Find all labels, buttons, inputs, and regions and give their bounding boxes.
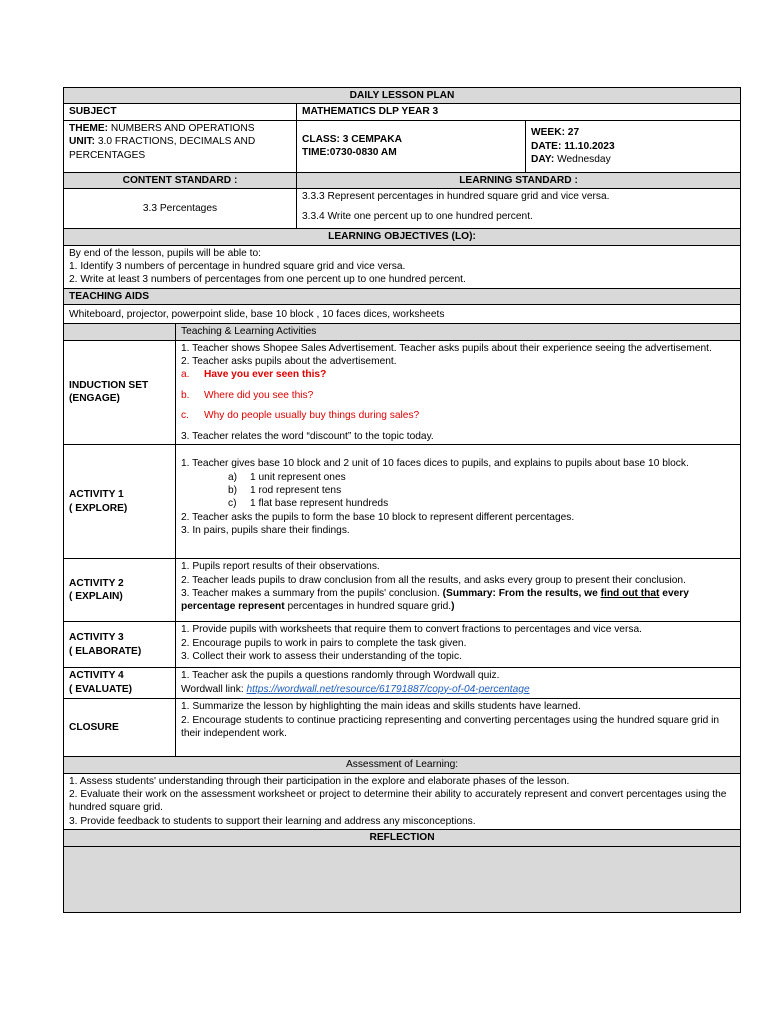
- reflection-area[interactable]: [64, 846, 741, 912]
- activity1-line: 1. Teacher gives base 10 block and 2 unit of 10 faces dices to pupils, and explains to pupils about base 10 block.: [181, 458, 689, 470]
- tla-header: Teaching & Learning Activities: [176, 324, 741, 340]
- closure-line: 2. Encourage students to continue practicing representing and converting percentages using the hundred square grid in their independent work.: [181, 714, 720, 739]
- induction-label-cell: [64, 340, 176, 444]
- week-date-cell: [526, 120, 741, 172]
- class-label: CLASS: 3 CEMPAKA: [302, 133, 402, 145]
- date-label: DATE: 11.10.2023: [531, 140, 615, 152]
- learning-standard-item: 3.3.3 Represent percentages in hundred square grid and vice versa.: [302, 191, 610, 203]
- reflection-header: REFLECTION: [64, 830, 741, 846]
- induction-line: 1. Teacher shows Shopee Sales Advertisement. Teacher asks pupils about their experience seeing the advertisement.: [181, 342, 712, 354]
- activity1-item: c) 1 flat base represent hundreds: [228, 498, 389, 510]
- content-standard-value: 3.3 Percentages: [64, 189, 297, 229]
- lo-line: 2. Write at least 3 numbers of percentages from one percent up to one hundred percent.: [69, 274, 466, 286]
- activity1-sublabel: ( EXPLORE): [69, 502, 128, 514]
- activity3-line: 2. Encourage pupils to work in pairs to complete the task given.: [181, 637, 467, 649]
- content-standard-header: CONTENT STANDARD :: [64, 172, 297, 188]
- activity3-label: ACTIVITY 3: [69, 632, 124, 644]
- closure-line: 1. Summarize the lesson by highlighting the main ideas and skills students have learned.: [181, 701, 581, 713]
- class-time-cell: [297, 120, 526, 172]
- theme-value: NUMBERS AND OPERATIONS: [110, 122, 255, 134]
- activity2-label: ACTIVITY 2: [69, 577, 124, 589]
- learning-standard-item: 3.3.4 Write one percent up to one hundred percent.: [302, 210, 533, 222]
- assessment-line: 2. Evaluate their work on the assessment worksheet or project to determine their ability to accurately represent and convert percentages using the hundred square grid.: [69, 788, 727, 814]
- week-label: WEEK: 27: [531, 127, 580, 139]
- closure-content: [176, 699, 741, 757]
- activity1-item: a) 1 unit represent ones: [228, 471, 346, 483]
- activity4-sublabel: ( EVALUATE): [69, 683, 133, 695]
- activity1-label: ACTIVITY 1: [69, 489, 124, 501]
- subject-value: MATHEMATICS DLP YEAR 3: [297, 104, 741, 120]
- induction-content: [176, 340, 741, 444]
- learning-standard-header: LEARNING STANDARD :: [297, 172, 741, 188]
- time-label: TIME:0730-0830 AM: [302, 147, 397, 159]
- wordwall-link[interactable]: https://wordwall.net/resource/61791887/copy-of-04-percentage: [246, 683, 530, 695]
- activity3-line: 3. Collect their work to assess their understanding of the topic.: [181, 650, 462, 662]
- assessment-line: 3. Provide feedback to students to support their learning and address any misconceptions.: [69, 815, 476, 827]
- activity4-label-cell: [64, 668, 176, 699]
- activity2-label-cell: [64, 559, 176, 622]
- theme-unit-cell: [64, 120, 297, 172]
- unit-value: 3.0 FRACTIONS, DECIMALS AND PERCENTAGES: [69, 136, 256, 161]
- lesson-plan-title: DAILY LESSON PLAN: [64, 88, 741, 104]
- activity3-content: [176, 622, 741, 668]
- assessment-content: [64, 773, 741, 830]
- tla-blank-cell: [64, 324, 176, 340]
- activity4-link-line: Wordwall link: https://wordwall.net/resource/61791887/copy-of-04-percentage: [181, 683, 530, 695]
- activity3-line: 1. Provide pupils with worksheets that require them to convert fractions to percentages and vice versa.: [181, 624, 642, 636]
- activity4-label: ACTIVITY 4: [69, 670, 124, 682]
- activity2-sublabel: ( EXPLAIN): [69, 591, 123, 603]
- activity2-content: [176, 559, 741, 622]
- closure-label: CLOSURE: [64, 699, 176, 757]
- activity4-line: 1. Teacher ask the pupils a questions randomly through Wordwall quiz.: [181, 670, 500, 682]
- unit-label: UNIT:: [69, 136, 96, 148]
- activity2-summary: 3. Teacher makes a summary from the pupils' conclusion. (Summary: From the results, we find out that every percentage represent percentages in hundred square grid.): [181, 587, 689, 613]
- assessment-header: Assessment of Learning:: [64, 757, 741, 773]
- theme-label: THEME:: [69, 122, 109, 134]
- day-label: DAY:: [531, 154, 555, 166]
- activity1-line: 2. Teacher asks the pupils to form the base 10 block to represent different percentages.: [181, 511, 575, 523]
- induction-sublabel: (ENGAGE): [69, 393, 120, 405]
- induction-label: INDUCTION SET: [69, 379, 149, 391]
- assessment-line: 1. Assess students' understanding through their participation in the explore and elaborate phases of the lesson.: [69, 775, 570, 787]
- activity1-item: b) 1 rod represent tens: [228, 484, 342, 496]
- activity4-content: [176, 668, 741, 699]
- activity1-line: 3. In pairs, pupils share their findings.: [181, 525, 350, 537]
- teaching-aids-value: Whiteboard, projector, powerpoint slide, base 10 block , 10 faces dices, worksheets: [64, 305, 741, 324]
- activity1-content: [176, 445, 741, 559]
- lesson-plan-table: [63, 87, 741, 913]
- lo-header: LEARNING OBJECTIVES (LO):: [64, 229, 741, 245]
- activity2-line: 1. Pupils report results of their observations.: [181, 561, 380, 573]
- teaching-aids-header: TEACHING AIDS: [64, 288, 741, 304]
- subject-label: SUBJECT: [64, 104, 297, 120]
- day-value: Wednesday: [557, 154, 611, 166]
- induction-question: a. Have you ever seen this?: [181, 369, 327, 381]
- activity1-label-cell: [64, 445, 176, 559]
- induction-question: b. Where did you see this?: [181, 389, 314, 401]
- learning-standards-cell: [297, 189, 741, 229]
- activity3-sublabel: ( ELABORATE): [69, 645, 142, 657]
- induction-question: c. Why do people usually buy things during sales?: [181, 410, 420, 422]
- lo-cell: [64, 245, 741, 288]
- lo-line: By end of the lesson, pupils will be able to:: [69, 247, 261, 259]
- activity2-line: 2. Teacher leads pupils to draw conclusion from all the results, and asks every group to present their conclusion.: [181, 574, 686, 586]
- activity3-label-cell: [64, 622, 176, 668]
- lo-line: 1. Identify 3 numbers of percentage in hundred square grid and vice versa.: [69, 261, 406, 273]
- induction-line: 2. Teacher asks pupils about the advertisement.: [181, 356, 397, 368]
- induction-line: 3. Teacher relates the word “discount” to the topic today.: [181, 430, 434, 442]
